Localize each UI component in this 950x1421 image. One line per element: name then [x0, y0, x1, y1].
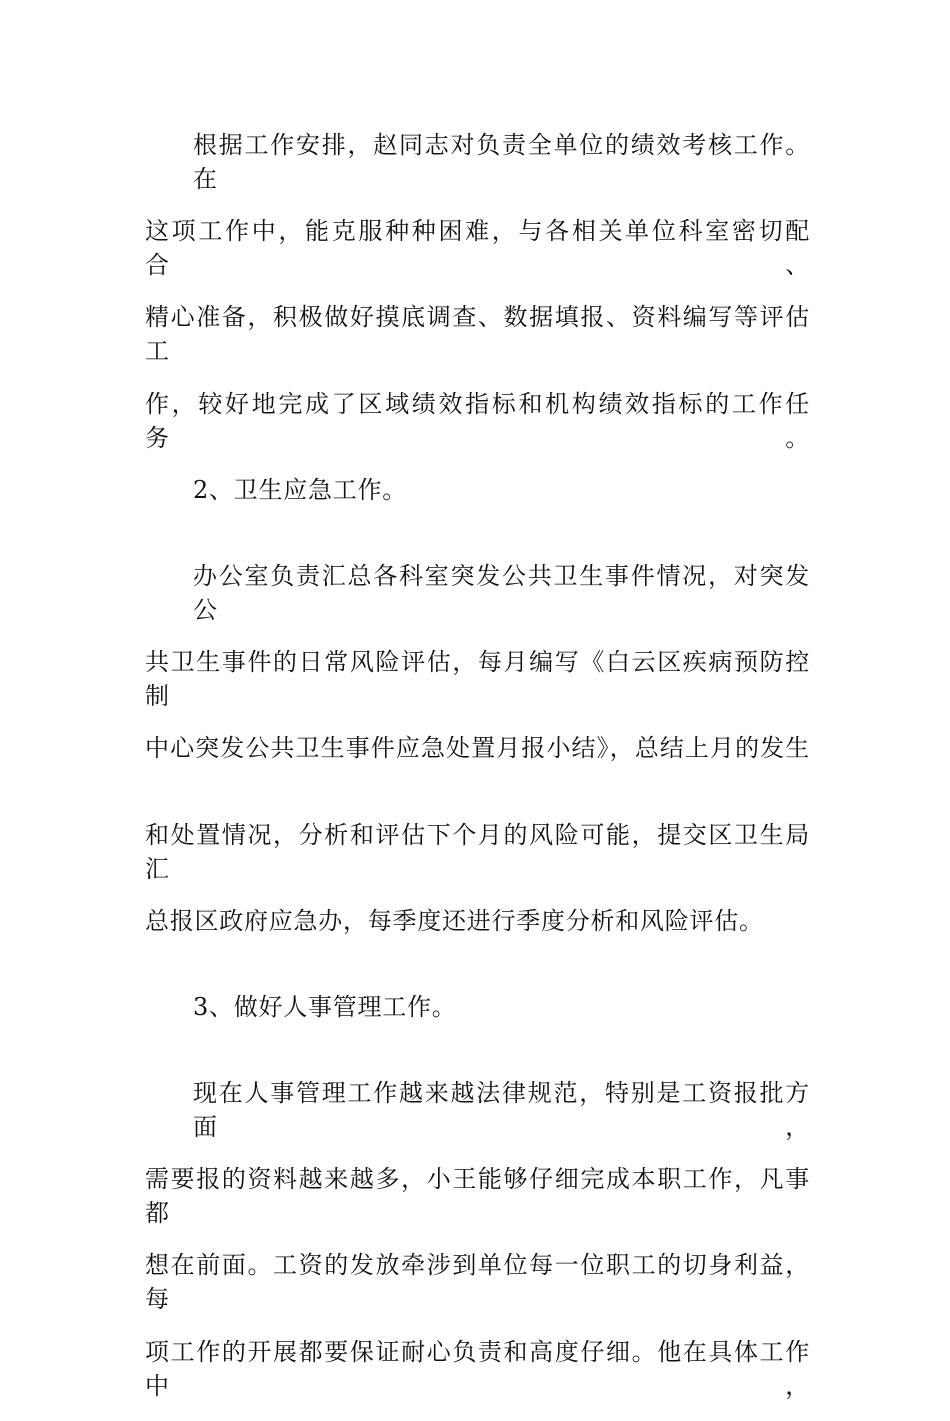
text-line: 共卫生事件的日常风险评估，每月编写《白云区疾病预防控制	[145, 648, 810, 711]
text-line: 总报区政府应急办，每季度还进行季度分析和风险评估。	[145, 906, 764, 935]
text-line: 和处置情况，分析和评估下个月的风险可能，提交区卫生局汇	[145, 820, 810, 883]
text-line: 想在前面。工资的发放牵涉到单位每一位职工的切身利益，每	[145, 1251, 810, 1314]
text-line: 这项工作中，能克服种种困难，与各相关单位科室密切配合、	[145, 217, 810, 280]
text-line: 办公室负责汇总各科室突发公共卫生事件情况，对突发公	[193, 561, 810, 624]
text-line: 现在人事管理工作越来越法律规范，特别是工资报批方面，	[193, 1079, 810, 1142]
text-line: 作，较好地完成了区域绩效指标和机构绩效指标的工作任务。	[145, 389, 810, 452]
text-line: 根据工作安排，赵同志对负责全单位的绩效考核工作。在	[193, 131, 810, 193]
section-heading: 2、卫生应急工作。	[193, 475, 408, 504]
section-heading: 3、做好人事管理工作。	[193, 992, 457, 1021]
document-body	[145, 128, 810, 1421]
text-line: 需要报的资料越来越多，小王能够仔细完成本职工作，凡事都	[145, 1165, 810, 1228]
text-line: 项工作的开展都要保证耐心负责和高度仔细。他在具体工作中，	[145, 1337, 810, 1400]
text-line: 中心突发公共卫生事件应急处置月报小结》，总结上月的发生	[145, 734, 810, 763]
text-line: 精心准备，积极做好摸底调查、数据填报、资料编写等评估工	[145, 303, 810, 366]
